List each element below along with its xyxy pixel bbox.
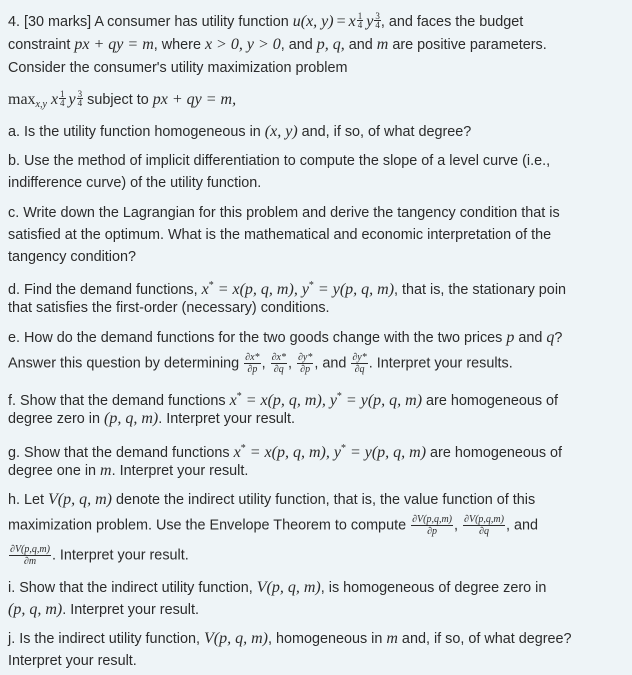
derivative-den: ∂m — [23, 556, 37, 567]
part-i-text: i. Show that the indirect utility function, — [8, 580, 257, 596]
utility-lhs: u(x, y) — [292, 13, 334, 30]
parameters: p, q, — [316, 36, 345, 53]
exponent-y-num: 3 — [375, 11, 380, 21]
max-operator: max — [8, 91, 36, 108]
x-star: x — [233, 444, 241, 461]
budget-constraint: px + qy = m — [74, 36, 154, 53]
budget-constraint: px + qy = m, — [152, 91, 237, 108]
problem-intro-line: Consider the consumer's utility maximization problem — [8, 60, 348, 76]
part-f-text: are homogeneous of — [422, 393, 559, 409]
demand-y: = y(p, q, m) — [345, 392, 423, 409]
star-mark: * — [240, 443, 246, 454]
part-h-line — [8, 544, 189, 567]
param-m: m — [376, 36, 389, 53]
part-e-text: and — [514, 330, 547, 346]
star-mark: * — [208, 280, 214, 291]
derivative-num: ∂V(p,q,m) — [412, 514, 453, 525]
positivity-conditions: x > 0, y > 0 — [204, 36, 281, 53]
subject-to-text: subject to — [83, 92, 153, 108]
part-j-text: j. Is the indirect utility function, — [8, 631, 204, 647]
intro-text: and — [344, 37, 377, 53]
param-m: m — [100, 462, 112, 479]
part-j-text: and, if so, of what degree? — [397, 631, 572, 647]
xy-pair: (x, y) — [264, 123, 298, 140]
exponent-y-num: 3 — [77, 89, 83, 99]
var-y: y — [68, 91, 76, 108]
var-x: x — [50, 91, 59, 108]
part-i-text: . Interpret your result. — [62, 602, 199, 618]
part-g-line — [8, 439, 562, 463]
star-mark: * — [308, 280, 314, 291]
derivative-num: ∂V(p,q,m) — [10, 544, 50, 555]
derivative-dv-dm — [9, 544, 51, 567]
intro-text: are positive parameters. — [388, 37, 547, 53]
part-i-text: , is homogeneous of degree zero in — [320, 580, 547, 596]
problem-intro-line — [8, 12, 523, 32]
part-j-line: Interpret your result. — [8, 653, 137, 669]
derivative-num: ∂y* — [297, 352, 313, 363]
derivative-num: ∂y* — [352, 352, 367, 363]
part-a-text: a. Is the utility function homogeneous in — [8, 124, 265, 140]
price-q: q — [546, 329, 555, 346]
exponent-y-den: 4 — [77, 98, 83, 108]
indirect-utility: V(p, q, m) — [48, 491, 112, 508]
exponent-x — [59, 90, 66, 107]
part-b-line: indifference curve) of the utility function. — [8, 175, 262, 191]
exponent-x-num: 1 — [357, 11, 363, 21]
demand-x: = x(p, q, m), — [245, 392, 330, 409]
part-f-line — [8, 409, 295, 429]
part-c-line: tangency condition? — [8, 249, 137, 265]
part-f-text: . Interpret your result. — [158, 411, 295, 427]
exponent-x — [357, 12, 364, 29]
part-h-text: denote the indirect utility function, that is, the value function of this — [112, 492, 536, 508]
part-e-text: , and — [314, 355, 351, 372]
x-star: x — [201, 281, 209, 298]
part-e-line — [8, 352, 513, 375]
y-star: y — [329, 392, 337, 409]
part-f-text: degree zero in — [8, 411, 104, 427]
exponent-x-den: 4 — [60, 98, 65, 108]
part-g-text: degree one in — [8, 463, 101, 479]
comma: , — [287, 355, 292, 372]
problem-intro-line — [8, 35, 547, 55]
pqm-triple: (p, q, m) — [8, 601, 63, 618]
derivative-den: ∂q — [273, 364, 284, 375]
exponent-x-den: 4 — [357, 20, 363, 30]
star-mark: * — [336, 391, 342, 402]
derivative-den: ∂q — [479, 526, 489, 537]
part-c-line: satisfied at the optimum. What is the mathematical and economic interpretation of the — [8, 227, 552, 243]
var-y: y — [366, 13, 374, 30]
derivative-den: ∂p — [427, 526, 438, 537]
indirect-utility: V(p, q, m) — [203, 630, 268, 647]
max-subscript: x,y — [35, 99, 47, 110]
exponent-x-num: 1 — [60, 89, 65, 99]
part-d-line: that satisfies the first-order (necessary) conditions. — [8, 300, 330, 316]
derivative-num: ∂x* — [245, 352, 260, 363]
part-e-text: e. How do the demand functions for the two goods change with the two prices — [8, 330, 507, 346]
derivative-den: ∂q — [354, 364, 365, 375]
part-g-line — [8, 461, 248, 481]
derivative-dx-dp — [244, 352, 260, 375]
intro-text: 4. [30 marks] A consumer has utility function — [8, 14, 293, 30]
demand-y: = y(p, q, m) — [317, 281, 395, 298]
y-star: y — [301, 281, 309, 298]
star-mark: * — [340, 443, 346, 454]
indirect-utility: V(p, q, m) — [256, 579, 321, 596]
part-h-text: h. Let — [8, 492, 49, 508]
part-f-text: f. Show that the demand functions — [8, 393, 230, 409]
var-x: x — [348, 13, 356, 30]
pqm-triple: (p, q, m) — [104, 410, 159, 427]
comma: , — [454, 517, 459, 534]
derivative-num: ∂x* — [271, 352, 286, 363]
part-e-text: Answer this question by determining — [8, 355, 244, 372]
part-d-text: d. Find the demand functions, — [8, 282, 202, 298]
part-e-text: . Interpret your results. — [368, 355, 513, 372]
part-a — [8, 122, 471, 142]
intro-text: , and faces the budget — [380, 14, 524, 30]
demand-y: = y(p, q, m) — [349, 444, 427, 461]
part-f-line — [8, 387, 558, 411]
part-g-text: . Interpret your result. — [111, 463, 249, 479]
part-g-text: g. Show that the demand functions — [8, 445, 234, 461]
comma: , — [261, 355, 266, 372]
part-d-line — [8, 276, 566, 300]
intro-text: , where — [153, 37, 205, 53]
param-m: m — [386, 630, 398, 647]
part-e-line — [8, 328, 562, 348]
part-c-line: c. Write down the Lagrangian for this problem and derive the tangency condition that is — [8, 205, 560, 221]
derivative-num: ∂V(p,q,m) — [464, 514, 504, 525]
derivative-dv-dp — [411, 514, 453, 537]
derivative-den: ∂p — [247, 364, 258, 375]
part-a-text: and, if so, of what degree? — [297, 124, 472, 140]
part-e-text: ? — [554, 330, 563, 346]
part-h-line — [8, 514, 538, 537]
y-star: y — [333, 444, 341, 461]
part-h-text: maximization problem. Use the Envelope Theorem to compute — [8, 517, 411, 534]
part-h-line — [8, 490, 535, 510]
star-mark: * — [236, 391, 242, 402]
derivative-dv-dq — [463, 514, 505, 537]
part-i-line — [8, 600, 199, 620]
price-p: p — [506, 329, 515, 346]
part-h-text: , and — [505, 517, 538, 534]
intro-text: , and — [280, 37, 317, 53]
intro-text: constraint — [8, 37, 75, 53]
part-i-line — [8, 578, 546, 598]
derivative-dy-dq — [351, 352, 367, 375]
derivative-den: ∂p — [300, 364, 311, 375]
part-g-text: are homogeneous of — [426, 445, 563, 461]
max-problem — [8, 90, 236, 115]
part-b-line: b. Use the method of implicit differentiation to compute the slope of a level curve (i.e., — [8, 153, 551, 169]
part-d-text: , that is, the stationary poin — [394, 282, 567, 298]
derivative-dy-dp — [297, 352, 313, 375]
demand-x: = x(p, q, m), — [217, 281, 302, 298]
part-j-text: , homogeneous in — [267, 631, 387, 647]
part-h-text: . Interpret your result. — [51, 547, 189, 564]
part-j-line — [8, 629, 572, 649]
derivative-dx-dq — [271, 352, 287, 375]
equals-sign: = — [336, 13, 346, 30]
exponent-y-den: 4 — [375, 20, 380, 30]
demand-x: = x(p, q, m), — [249, 444, 334, 461]
x-star: x — [229, 392, 237, 409]
